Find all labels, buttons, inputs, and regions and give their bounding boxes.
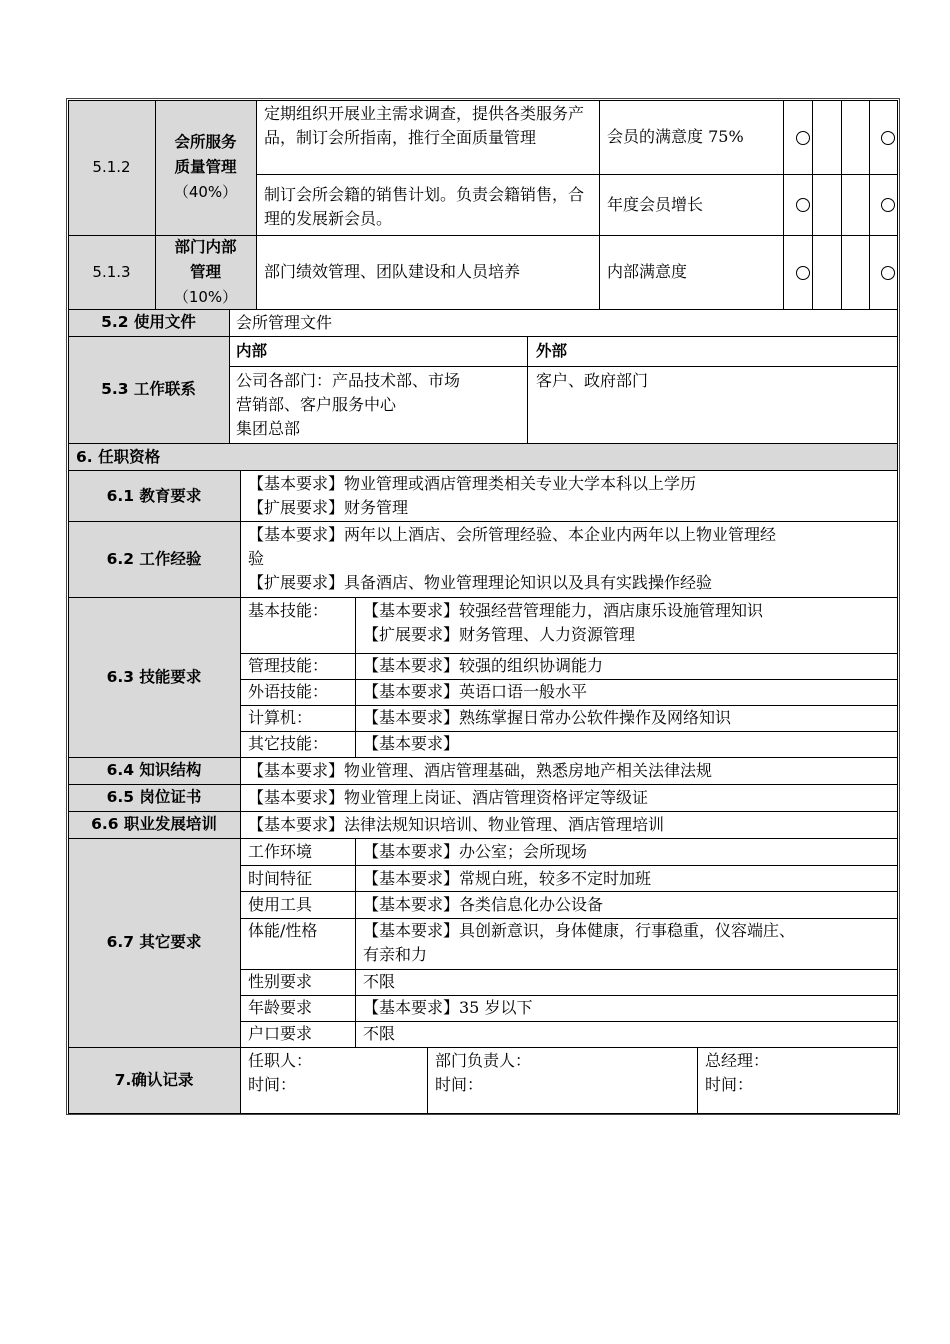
signature-time: 时间： bbox=[248, 1075, 297, 1094]
signature-role: 任职人： bbox=[248, 1051, 313, 1070]
signature-role: 部门负责人： bbox=[435, 1051, 532, 1070]
other-name: 工作环境 bbox=[248, 841, 313, 861]
bottom-border bbox=[68, 1113, 898, 1114]
skill-value: 【基本要求】熟练掌握日常办公软件操作及网络知识 bbox=[363, 708, 732, 727]
duty-content: 部门绩效管理、团队建设和人员培养 bbox=[264, 262, 521, 281]
signature-time: 时间： bbox=[705, 1075, 754, 1094]
duty-content: 制订会所会籍的销售计划。负责会籍销售，合理的发展新会员。 bbox=[264, 185, 585, 228]
col-divider bbox=[783, 100, 784, 309]
requirement-line: 【扩展要求】具备酒店、物业管理理论知识以及具有实践操作经验 bbox=[248, 573, 713, 592]
col-divider bbox=[599, 100, 600, 309]
category-line: 质量管理 bbox=[174, 158, 237, 176]
duty-category bbox=[155, 100, 256, 235]
requirement-line: 验 bbox=[248, 549, 265, 568]
category-line: 管理 bbox=[189, 262, 221, 281]
requirement-line: 有亲和力 bbox=[363, 945, 428, 964]
experience-value bbox=[242, 523, 896, 597]
other-label: 6.7 其它要求 bbox=[106, 933, 202, 951]
other-value: 不限 bbox=[363, 1024, 396, 1043]
other-name: 体能/性格 bbox=[248, 921, 318, 940]
requirement-line: 【基本要求】两年以上酒店、会所管理经验、本企业内两年以上物业管理经 bbox=[248, 525, 777, 544]
col-divider bbox=[240, 470, 241, 1114]
education-label: 6.1 教育要求 bbox=[106, 486, 202, 505]
other-value bbox=[357, 919, 895, 969]
col-divider bbox=[697, 1047, 698, 1114]
row-divider bbox=[256, 174, 898, 175]
other-value: 【基本要求】35 岁以下 bbox=[363, 998, 533, 1017]
rating-circle-icon bbox=[796, 131, 810, 145]
other-name: 年龄要求 bbox=[248, 998, 313, 1017]
col-divider bbox=[527, 336, 528, 443]
other-value: 【基本要求】常规白班，较多不定时加班 bbox=[363, 868, 652, 888]
col-divider bbox=[869, 100, 870, 309]
knowledge-label: 6.4 知识结构 bbox=[106, 761, 202, 779]
documents-label: 5.2 使用文件 bbox=[101, 313, 196, 331]
rating-circle-icon bbox=[881, 131, 895, 145]
duty-category bbox=[155, 235, 256, 309]
qualifications-heading: 6. 任职资格 bbox=[76, 447, 161, 466]
documents-value: 会所管理文件 bbox=[236, 312, 333, 332]
contacts-internal-line: 公司各部门：产品技术部、市场 bbox=[236, 371, 461, 390]
col-divider bbox=[427, 1047, 428, 1114]
category-weight: （10%） bbox=[173, 287, 238, 306]
rating-circle-icon bbox=[881, 266, 895, 280]
skill-name: 计算机： bbox=[248, 708, 313, 727]
skill-value: 【基本要求】较强的组织协调能力 bbox=[363, 656, 604, 675]
other-name: 时间特征 bbox=[248, 868, 313, 888]
experience-label: 6.2 工作经验 bbox=[106, 549, 202, 568]
education-value bbox=[242, 472, 892, 522]
col-divider bbox=[355, 597, 356, 757]
skill-name: 基本技能： bbox=[248, 601, 329, 620]
confirmation-label: 7.确认记录 bbox=[114, 1071, 194, 1089]
other-name: 使用工具 bbox=[248, 894, 313, 914]
signature-general-manager bbox=[699, 1049, 894, 1109]
duty-content: 定期组织开展业主需求调查，提供各类服务产品，制订会所指南，推行全面质量管理 bbox=[264, 104, 585, 147]
category-weight: （40%） bbox=[173, 183, 238, 201]
contacts-label: 5.3 工作联系 bbox=[101, 380, 196, 398]
row-divider bbox=[229, 366, 898, 367]
skills-label: 6.3 技能要求 bbox=[106, 667, 202, 686]
skill-name: 外语技能： bbox=[248, 682, 329, 701]
other-value: 不限 bbox=[363, 972, 396, 991]
col-divider bbox=[355, 838, 356, 1047]
skill-value bbox=[357, 599, 895, 651]
knowledge-value: 【基本要求】物业管理、酒店管理基础，熟悉房地产相关法律法规 bbox=[248, 760, 713, 780]
certificate-label: 6.5 岗位证书 bbox=[106, 788, 202, 806]
training-value: 【基本要求】法律法规知识培训、物业管理、酒店管理培训 bbox=[248, 814, 665, 834]
signature-role: 总经理： bbox=[705, 1051, 770, 1070]
duty-id: 5.1.3 bbox=[92, 262, 131, 281]
signature-time: 时间： bbox=[435, 1075, 484, 1094]
skill-value: 【基本要求】 bbox=[363, 734, 460, 753]
skill-name: 其它技能： bbox=[248, 734, 329, 753]
duty-indicator: 年度会员增长 bbox=[607, 194, 704, 214]
requirement-line: 【扩展要求】财务管理、人力资源管理 bbox=[363, 625, 636, 644]
requirement-line: 【基本要求】物业管理或酒店管理类相关专业大学本科以上学历 bbox=[248, 474, 697, 493]
other-value: 【基本要求】办公室；会所现场 bbox=[363, 841, 588, 861]
other-value: 【基本要求】各类信息化办公设备 bbox=[363, 894, 604, 914]
contacts-internal bbox=[230, 369, 526, 443]
requirement-line: 【基本要求】具创新意识，身体健康，行事稳重，仪容端庄、 bbox=[363, 921, 796, 940]
contacts-external: 客户、政府部门 bbox=[536, 371, 649, 390]
rating-circle-icon bbox=[796, 266, 810, 280]
category-line: 部门内部 bbox=[174, 237, 237, 256]
contacts-internal-header: 内部 bbox=[236, 342, 268, 360]
other-name: 性别要求 bbox=[248, 972, 313, 991]
requirement-line: 【基本要求】较强经营管理能力，酒店康乐设施管理知识 bbox=[363, 601, 764, 620]
training-label: 6.6 职业发展培训 bbox=[91, 815, 217, 833]
signature-employee bbox=[242, 1049, 422, 1109]
category-line: 会所服务 bbox=[174, 133, 237, 151]
other-name: 户口要求 bbox=[248, 1024, 313, 1043]
skill-name: 管理技能： bbox=[248, 656, 329, 675]
contacts-internal-line: 集团总部 bbox=[236, 419, 301, 438]
requirement-line: 【扩展要求】财务管理 bbox=[248, 498, 409, 517]
signature-department-head bbox=[429, 1049, 694, 1109]
rating-circle-icon bbox=[796, 198, 810, 212]
contacts-external-header: 外部 bbox=[536, 342, 568, 360]
col-divider bbox=[812, 100, 813, 309]
duty-id: 5.1.2 bbox=[92, 158, 131, 176]
contacts-internal-line: 营销部、客户服务中心 bbox=[236, 395, 397, 414]
skill-value: 【基本要求】英语口语一般水平 bbox=[363, 682, 588, 701]
col-divider bbox=[256, 100, 257, 309]
duty-indicator: 会员的满意度 75% bbox=[607, 127, 744, 146]
col-divider bbox=[841, 100, 842, 309]
duty-indicator: 内部满意度 bbox=[607, 262, 688, 281]
certificate-value: 【基本要求】物业管理上岗证、酒店管理资格评定等级证 bbox=[248, 787, 649, 807]
right-border bbox=[897, 100, 898, 1114]
rating-circle-icon bbox=[881, 198, 895, 212]
